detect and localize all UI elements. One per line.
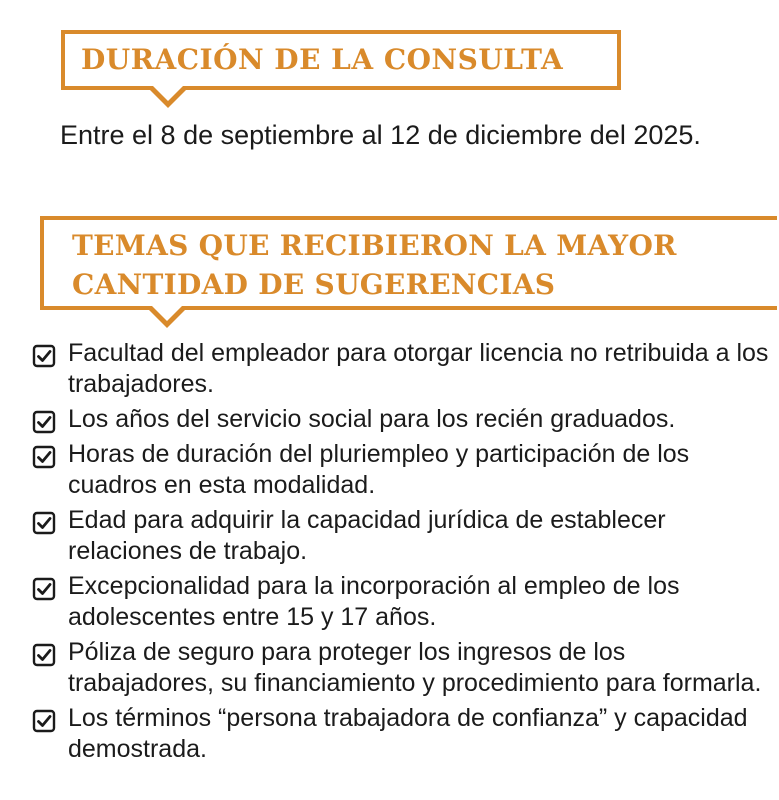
- topics-callout: [40, 216, 777, 310]
- topics-heading-line2: CANTIDAD DE SUGERENCIAS: [72, 268, 556, 301]
- topics-heading-line1: TEMAS QUE RECIBIERON LA MAYOR: [72, 229, 677, 262]
- list-item: [32, 571, 772, 633]
- callout-pointer-fill: [152, 85, 184, 101]
- list-item: [32, 637, 772, 699]
- checkbox-checked-icon: [32, 445, 56, 469]
- topics-heading: [44, 220, 777, 304]
- topic-text: Horas de duración del pluriempleo y participación de los cuadros en esta modalidad.: [68, 440, 690, 499]
- consultation-duration-heading: DURACIÓN DE LA CONSULTA: [81, 43, 564, 76]
- topic-text: Los términos “persona trabajadora de confianza” y capacidad demostrada.: [68, 704, 748, 763]
- consultation-duration-callout: [61, 30, 621, 90]
- list-item: [32, 439, 772, 501]
- list-item: [32, 338, 772, 400]
- list-item: [32, 703, 772, 765]
- list-item: [32, 404, 772, 435]
- checkbox-checked-icon: [32, 511, 56, 535]
- consultation-period-text: Entre el 8 de septiembre al 12 de diciembre del 2025.: [60, 120, 701, 150]
- topic-text: Excepcionalidad para la incorporación al empleo de los adolescentes entre 15 y 17 años.: [68, 572, 680, 631]
- checkbox-checked-icon: [32, 410, 56, 434]
- checkbox-checked-icon: [32, 344, 56, 368]
- callout-pointer-fill: [151, 305, 183, 321]
- topic-text: Póliza de seguro para proteger los ingresos de los trabajadores, su financiamiento y procedimiento para formarla.: [68, 638, 762, 697]
- topic-text: Edad para adquirir la capacidad jurídica de establecer relaciones de trabajo.: [68, 506, 666, 565]
- list-item: [32, 505, 772, 567]
- checkbox-checked-icon: [32, 577, 56, 601]
- topic-text: Los años del servicio social para los recién graduados.: [68, 405, 676, 433]
- topics-list: [32, 338, 772, 769]
- topic-text: Facultad del empleador para otorgar licencia no retribuida a los trabajadores.: [68, 339, 769, 398]
- checkbox-checked-icon: [32, 709, 56, 733]
- checkbox-checked-icon: [32, 643, 56, 667]
